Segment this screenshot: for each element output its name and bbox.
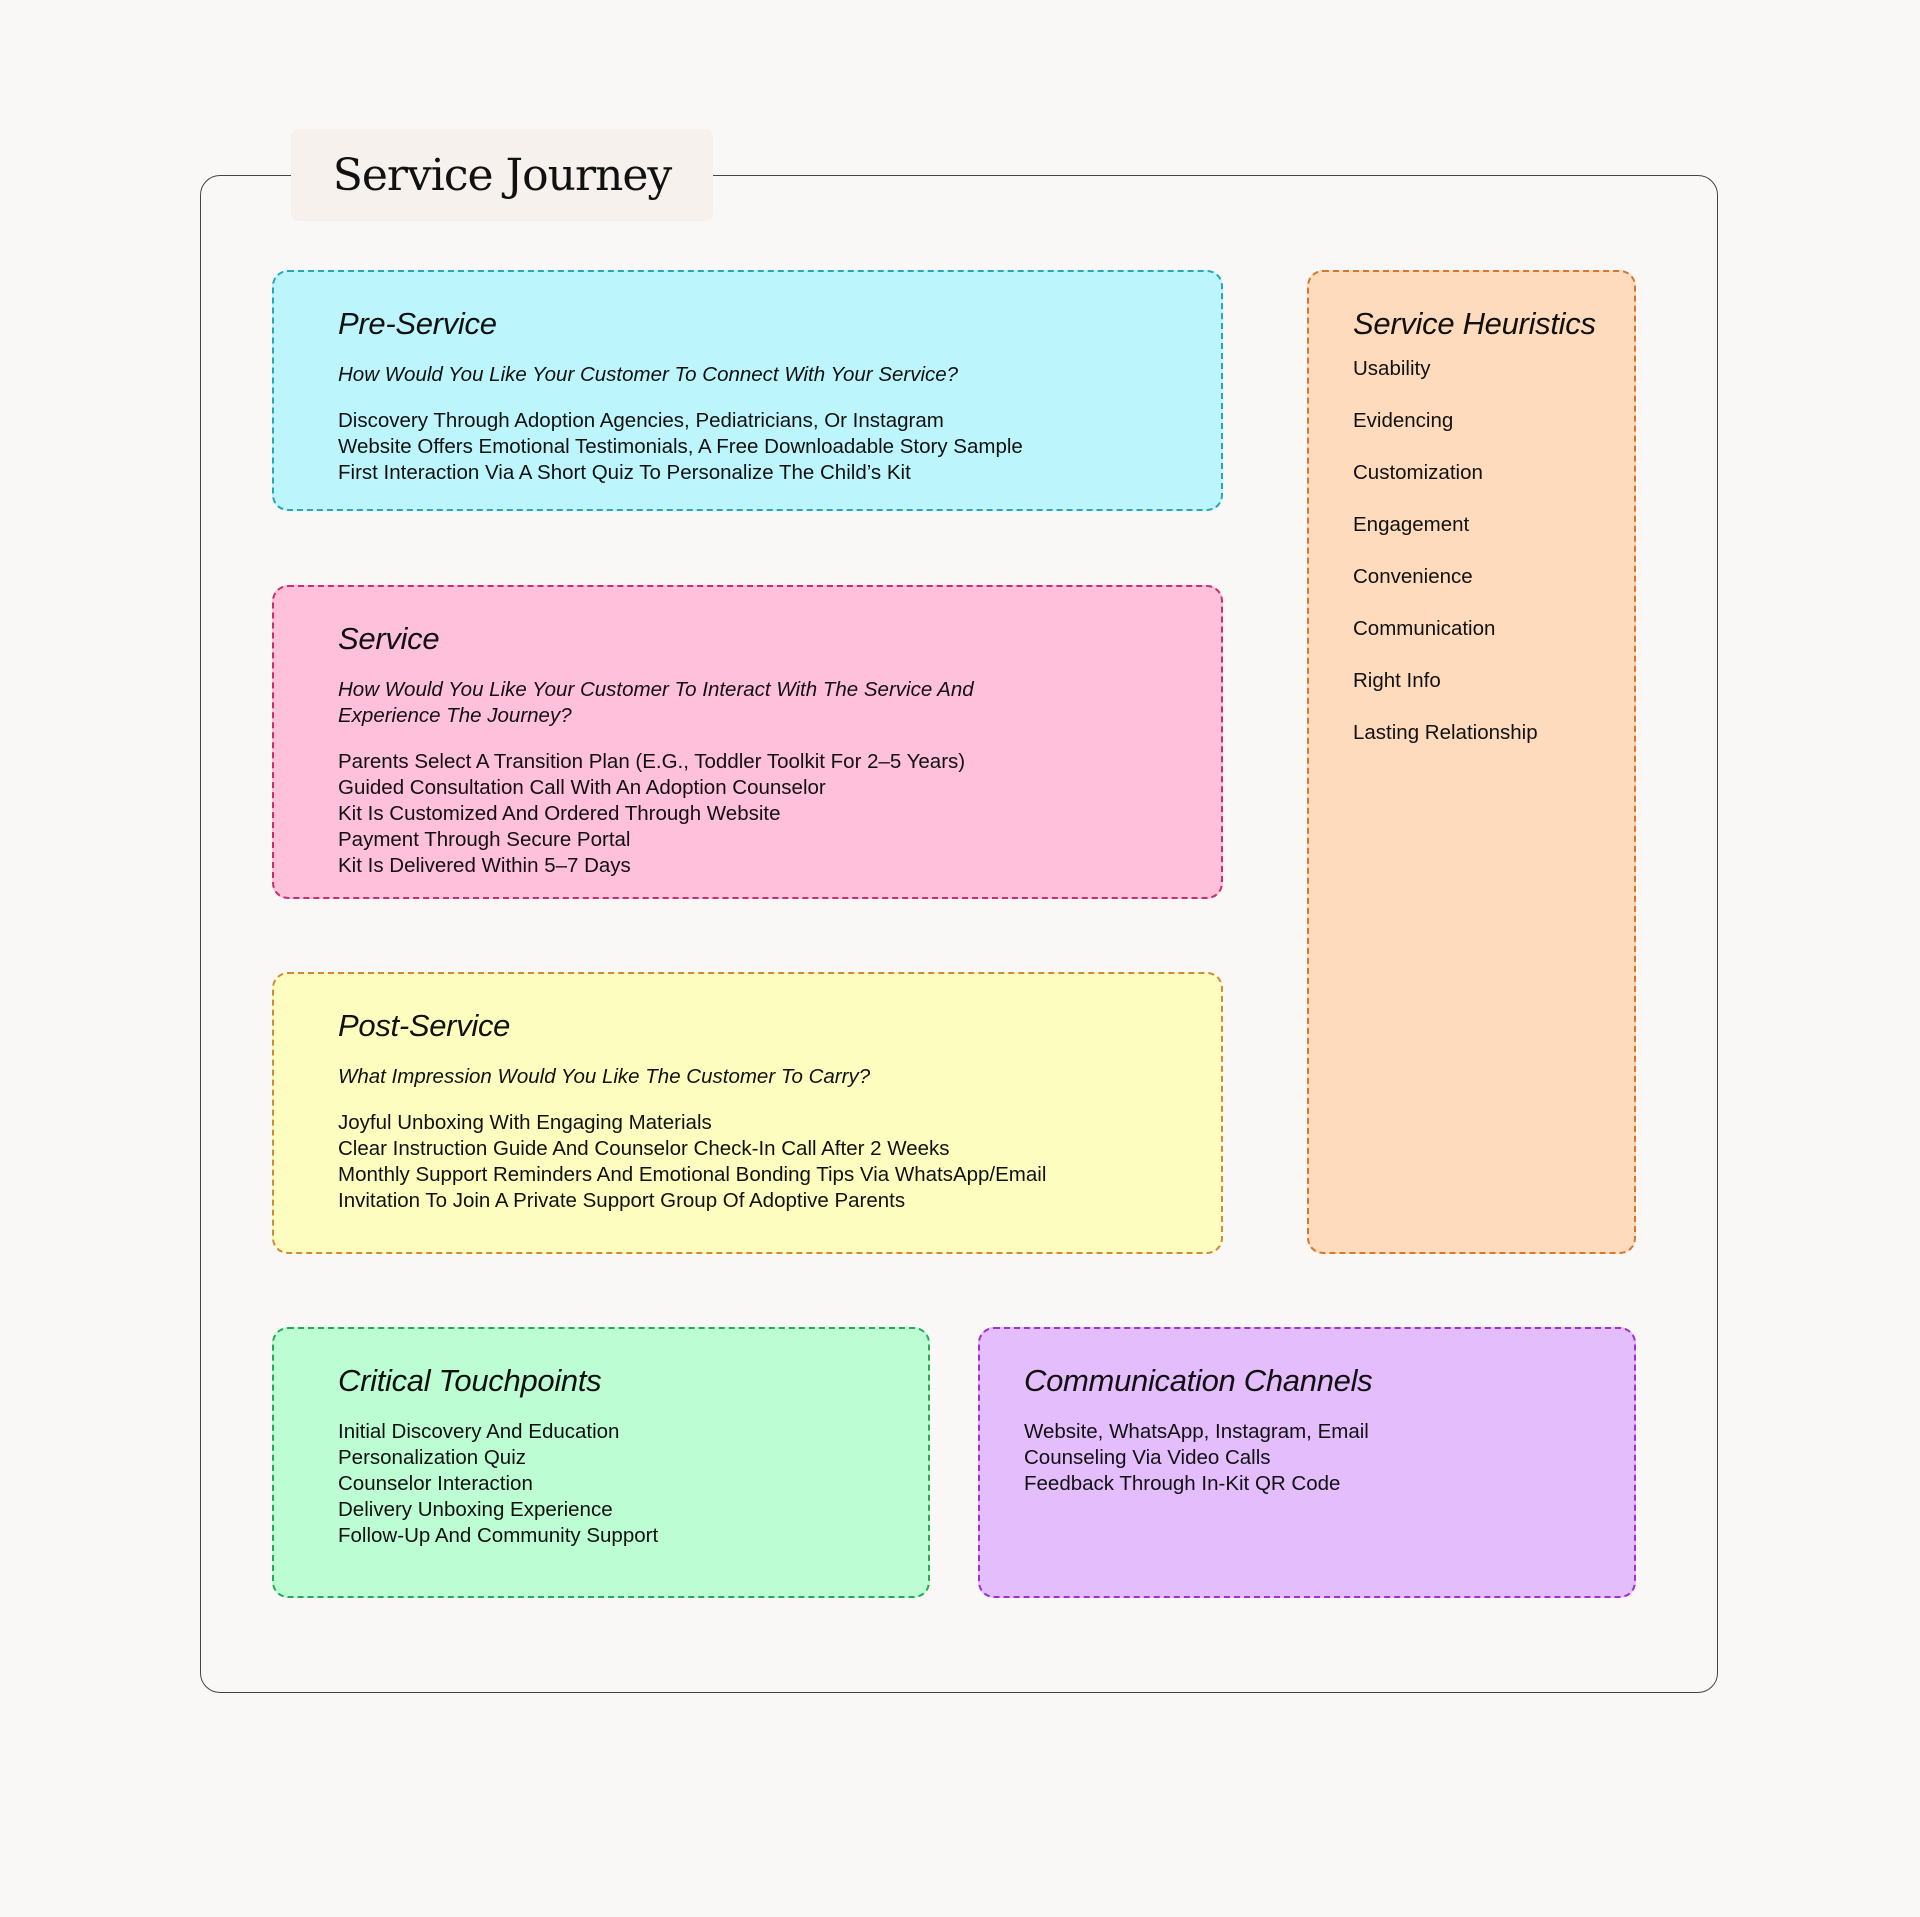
pre-service-heading: Pre-Service (338, 306, 497, 341)
pre-service-card (272, 270, 1223, 511)
list-item: Convenience (1353, 565, 1473, 588)
list-item: Clear Instruction Guide And Counselor Check-In Call After 2 Weeks (338, 1137, 950, 1160)
post-service-list (338, 1110, 1221, 1214)
list-item: Joyful Unboxing With Engaging Materials (338, 1111, 712, 1134)
list-item: Evidencing (1353, 409, 1454, 432)
title-tab (291, 129, 713, 221)
post-service-card (272, 972, 1223, 1254)
page-title: Service Journey (332, 149, 672, 201)
list-item: Customization (1353, 461, 1483, 484)
list-item: Delivery Unboxing Experience (338, 1498, 613, 1521)
critical-touchpoints-card (272, 1327, 930, 1598)
service-heading: Service (338, 621, 440, 656)
list-item: Engagement (1353, 513, 1470, 536)
service-question-line-1: How Would You Like Your Customer To Interact With The Service And (338, 678, 974, 701)
pre-service-question: How Would You Like Your Customer To Connect With Your Service? (338, 363, 959, 386)
list-item: Kit Is Delivered Within 5–7 Days (338, 854, 631, 877)
list-item: Guided Consultation Call With An Adoption Counselor (338, 776, 826, 799)
service-heuristics-card (1307, 270, 1636, 1254)
post-service-question: What Impression Would You Like The Customer To Carry? (338, 1065, 871, 1088)
pre-service-list (338, 408, 1221, 486)
list-item: Monthly Support Reminders And Emotional Bonding Tips Via WhatsApp/Email (338, 1163, 1047, 1186)
service-heuristics-heading: Service Heuristics (1353, 306, 1596, 341)
service-question (338, 677, 1221, 729)
critical-touchpoints-heading: Critical Touchpoints (338, 1363, 602, 1398)
list-item: Lasting Relationship (1353, 721, 1538, 744)
list-item: Initial Discovery And Education (338, 1420, 620, 1443)
post-service-heading: Post-Service (338, 1008, 511, 1043)
service-question-line-2: Experience The Journey? (338, 704, 572, 727)
list-item: Website, WhatsApp, Instagram, Email (1024, 1420, 1369, 1443)
list-item: Feedback Through In-Kit QR Code (1024, 1472, 1341, 1495)
list-item: Counselor Interaction (338, 1472, 533, 1495)
service-card (272, 585, 1223, 899)
communication-channels-card (978, 1327, 1636, 1598)
list-item: Discovery Through Adoption Agencies, Pediatricians, Or Instagram (338, 409, 944, 432)
list-item: Communication (1353, 617, 1496, 640)
list-item: Kit Is Customized And Ordered Through Website (338, 802, 781, 825)
communication-channels-list (1024, 1419, 1634, 1497)
list-item: Website Offers Emotional Testimonials, A Free Downloadable Story Sample (338, 435, 1023, 458)
service-heuristics-list (1353, 356, 1634, 746)
service-list (338, 749, 1221, 879)
communication-channels-heading: Communication Channels (1024, 1363, 1373, 1398)
list-item: Right Info (1353, 669, 1441, 692)
list-item: First Interaction Via A Short Quiz To Personalize The Child’s Kit (338, 461, 911, 484)
list-item: Counseling Via Video Calls (1024, 1446, 1271, 1469)
list-item: Payment Through Secure Portal (338, 828, 631, 851)
list-item: Parents Select A Transition Plan (E.G., Toddler Toolkit For 2–5 Years) (338, 750, 966, 773)
critical-touchpoints-list (338, 1419, 928, 1549)
list-item: Follow-Up And Community Support (338, 1524, 659, 1547)
list-item: Invitation To Join A Private Support Group Of Adoptive Parents (338, 1189, 906, 1212)
list-item: Usability (1353, 357, 1431, 380)
list-item: Personalization Quiz (338, 1446, 527, 1469)
